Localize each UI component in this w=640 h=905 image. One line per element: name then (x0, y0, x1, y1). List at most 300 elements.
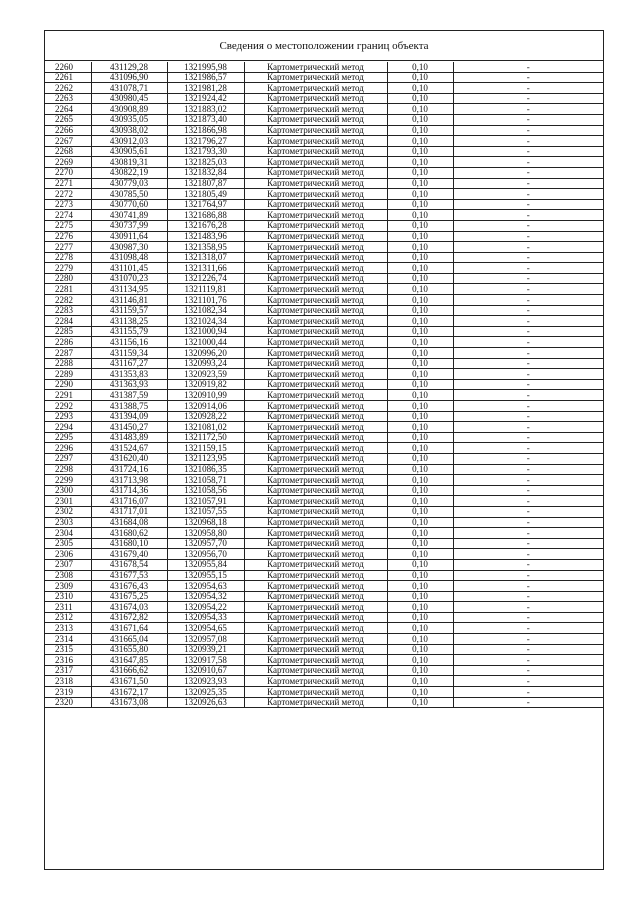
point-number-cell: 2281 (45, 284, 91, 295)
x-coordinate-cell: 430785,50 (91, 189, 167, 200)
description-cell: - (453, 146, 603, 157)
table-row (45, 549, 603, 560)
accuracy-cell: 0,10 (387, 104, 453, 115)
description-cell: - (453, 528, 603, 539)
accuracy-cell: 0,10 (387, 644, 453, 655)
y-coordinate-cell: 1320958,80 (167, 528, 244, 539)
point-number-cell: 2270 (45, 167, 91, 178)
method-cell: Картометрический метод (244, 348, 387, 359)
accuracy-cell: 0,10 (387, 252, 453, 263)
table-row (45, 443, 603, 454)
method-cell: Картометрический метод (244, 644, 387, 655)
point-number-cell: 2280 (45, 273, 91, 284)
y-coordinate-cell: 1320968,18 (167, 517, 244, 528)
method-cell: Картометрический метод (244, 697, 387, 708)
table-row (45, 411, 603, 422)
point-number-cell: 2276 (45, 231, 91, 242)
y-coordinate-cell: 1321358,95 (167, 242, 244, 253)
description-cell: - (453, 326, 603, 337)
point-number-cell: 2313 (45, 623, 91, 634)
y-coordinate-cell: 1321981,28 (167, 83, 244, 94)
method-cell: Картометрический метод (244, 464, 387, 475)
x-coordinate-cell: 430770,60 (91, 199, 167, 210)
y-coordinate-cell: 1320923,93 (167, 676, 244, 687)
description-cell: - (453, 549, 603, 560)
table-row (45, 146, 603, 157)
accuracy-cell: 0,10 (387, 612, 453, 623)
table-row (45, 305, 603, 316)
x-coordinate-cell: 431724,16 (91, 464, 167, 475)
method-cell: Картометрический метод (244, 634, 387, 645)
accuracy-cell: 0,10 (387, 665, 453, 676)
table-row (45, 676, 603, 687)
method-cell: Картометрический метод (244, 189, 387, 200)
x-coordinate-cell: 430987,30 (91, 242, 167, 253)
method-cell: Картометрический метод (244, 326, 387, 337)
table-row (45, 252, 603, 263)
description-cell: - (453, 390, 603, 401)
method-cell: Картометрический метод (244, 485, 387, 496)
accuracy-cell: 0,10 (387, 422, 453, 433)
table-row (45, 379, 603, 390)
accuracy-cell: 0,10 (387, 538, 453, 549)
y-coordinate-cell: 1320955,15 (167, 570, 244, 581)
accuracy-cell: 0,10 (387, 146, 453, 157)
x-coordinate-cell: 431713,98 (91, 475, 167, 486)
description-cell: - (453, 295, 603, 306)
description-cell: - (453, 623, 603, 634)
table-row (45, 263, 603, 274)
method-cell: Картометрический метод (244, 602, 387, 613)
method-cell: Картометрический метод (244, 242, 387, 253)
method-cell: Картометрический метод (244, 273, 387, 284)
description-cell: - (453, 453, 603, 464)
x-coordinate-cell: 431671,50 (91, 676, 167, 687)
method-cell: Картометрический метод (244, 379, 387, 390)
x-coordinate-cell: 431679,40 (91, 549, 167, 560)
point-number-cell: 2286 (45, 337, 91, 348)
table-row (45, 136, 603, 147)
accuracy-cell: 0,10 (387, 655, 453, 666)
accuracy-cell: 0,10 (387, 475, 453, 486)
y-coordinate-cell: 1321101,76 (167, 295, 244, 306)
accuracy-cell: 0,10 (387, 326, 453, 337)
table-row (45, 178, 603, 189)
description-cell: - (453, 687, 603, 698)
table-row (45, 189, 603, 200)
y-coordinate-cell: 1321866,98 (167, 125, 244, 136)
coordinates-table-body (45, 62, 603, 708)
table-row (45, 697, 603, 708)
document-frame (44, 30, 604, 870)
method-cell: Картометрический метод (244, 655, 387, 666)
description-cell: - (453, 305, 603, 316)
description-cell: - (453, 62, 603, 72)
point-number-cell: 2292 (45, 401, 91, 412)
point-number-cell: 2303 (45, 517, 91, 528)
table-row (45, 496, 603, 507)
accuracy-cell: 0,10 (387, 348, 453, 359)
x-coordinate-cell: 431101,45 (91, 263, 167, 274)
point-number-cell: 2299 (45, 475, 91, 486)
method-cell: Картометрический метод (244, 453, 387, 464)
y-coordinate-cell: 1321805,49 (167, 189, 244, 200)
point-number-cell: 2274 (45, 210, 91, 221)
accuracy-cell: 0,10 (387, 570, 453, 581)
x-coordinate-cell: 430779,03 (91, 178, 167, 189)
accuracy-cell: 0,10 (387, 687, 453, 698)
description-cell: - (453, 485, 603, 496)
point-number-cell: 2311 (45, 602, 91, 613)
method-cell: Картометрический метод (244, 83, 387, 94)
y-coordinate-cell: 1321311,66 (167, 263, 244, 274)
description-cell: - (453, 602, 603, 613)
method-cell: Картометрический метод (244, 93, 387, 104)
description-cell: - (453, 538, 603, 549)
accuracy-cell: 0,10 (387, 125, 453, 136)
table-row (45, 655, 603, 666)
table-row (45, 401, 603, 412)
point-number-cell: 2288 (45, 358, 91, 369)
y-coordinate-cell: 1321226,74 (167, 273, 244, 284)
x-coordinate-cell: 430905,61 (91, 146, 167, 157)
x-coordinate-cell: 431620,40 (91, 453, 167, 464)
table-row (45, 485, 603, 496)
accuracy-cell: 0,10 (387, 390, 453, 401)
table-row (45, 475, 603, 486)
table-row (45, 591, 603, 602)
method-cell: Картометрический метод (244, 443, 387, 454)
table-row (45, 337, 603, 348)
y-coordinate-cell: 1321123,95 (167, 453, 244, 464)
y-coordinate-cell: 1320954,22 (167, 602, 244, 613)
method-cell: Картометрический метод (244, 559, 387, 570)
description-cell: - (453, 496, 603, 507)
method-cell: Картометрический метод (244, 581, 387, 592)
x-coordinate-cell: 431674,03 (91, 602, 167, 613)
point-number-cell: 2279 (45, 263, 91, 274)
table-row (45, 220, 603, 231)
description-cell: - (453, 379, 603, 390)
method-cell: Картометрический метод (244, 401, 387, 412)
accuracy-cell: 0,10 (387, 464, 453, 475)
accuracy-cell: 0,10 (387, 676, 453, 687)
accuracy-cell: 0,10 (387, 591, 453, 602)
accuracy-cell: 0,10 (387, 411, 453, 422)
table-row (45, 528, 603, 539)
point-number-cell: 2272 (45, 189, 91, 200)
y-coordinate-cell: 1321924,42 (167, 93, 244, 104)
description-cell: - (453, 644, 603, 655)
description-cell: - (453, 517, 603, 528)
y-coordinate-cell: 1321081,02 (167, 422, 244, 433)
table-row (45, 114, 603, 125)
table-row (45, 687, 603, 698)
point-number-cell: 2306 (45, 549, 91, 560)
x-coordinate-cell: 431673,08 (91, 697, 167, 708)
method-cell: Картометрический метод (244, 199, 387, 210)
method-cell: Картометрический метод (244, 538, 387, 549)
y-coordinate-cell: 1321172,50 (167, 432, 244, 443)
point-number-cell: 2293 (45, 411, 91, 422)
table-row (45, 273, 603, 284)
description-cell: - (453, 136, 603, 147)
x-coordinate-cell: 431678,54 (91, 559, 167, 570)
point-number-cell: 2297 (45, 453, 91, 464)
point-number-cell: 2287 (45, 348, 91, 359)
y-coordinate-cell: 1320914,06 (167, 401, 244, 412)
description-cell: - (453, 273, 603, 284)
x-coordinate-cell: 431672,82 (91, 612, 167, 623)
method-cell: Картометрический метод (244, 157, 387, 168)
y-coordinate-cell: 1320954,63 (167, 581, 244, 592)
method-cell: Картометрический метод (244, 687, 387, 698)
table-row (45, 581, 603, 592)
y-coordinate-cell: 1321825,03 (167, 157, 244, 168)
document-title: Сведения о местоположении границ объекта (45, 31, 603, 61)
description-cell: - (453, 157, 603, 168)
point-number-cell: 2266 (45, 125, 91, 136)
y-coordinate-cell: 1320910,99 (167, 390, 244, 401)
y-coordinate-cell: 1321058,56 (167, 485, 244, 496)
description-cell: - (453, 72, 603, 83)
description-cell: - (453, 697, 603, 708)
accuracy-cell: 0,10 (387, 379, 453, 390)
description-cell: - (453, 581, 603, 592)
description-cell: - (453, 665, 603, 676)
y-coordinate-cell: 1321686,88 (167, 210, 244, 221)
x-coordinate-cell: 431676,43 (91, 581, 167, 592)
method-cell: Картометрический метод (244, 549, 387, 560)
table-row (45, 242, 603, 253)
x-coordinate-cell: 431672,17 (91, 687, 167, 698)
x-coordinate-cell: 431387,59 (91, 390, 167, 401)
point-number-cell: 2304 (45, 528, 91, 539)
description-cell: - (453, 676, 603, 687)
point-number-cell: 2277 (45, 242, 91, 253)
accuracy-cell: 0,10 (387, 136, 453, 147)
point-number-cell: 2263 (45, 93, 91, 104)
point-number-cell: 2320 (45, 697, 91, 708)
description-cell: - (453, 634, 603, 645)
accuracy-cell: 0,10 (387, 443, 453, 454)
x-coordinate-cell: 431070,23 (91, 273, 167, 284)
table-row (45, 358, 603, 369)
description-cell: - (453, 316, 603, 327)
accuracy-cell: 0,10 (387, 72, 453, 83)
x-coordinate-cell: 430822,19 (91, 167, 167, 178)
y-coordinate-cell: 1321024,34 (167, 316, 244, 327)
point-number-cell: 2319 (45, 687, 91, 698)
x-coordinate-cell: 431098,48 (91, 252, 167, 263)
table-row (45, 284, 603, 295)
point-number-cell: 2316 (45, 655, 91, 666)
method-cell: Картометрический метод (244, 612, 387, 623)
accuracy-cell: 0,10 (387, 157, 453, 168)
x-coordinate-cell: 431684,08 (91, 517, 167, 528)
point-number-cell: 2310 (45, 591, 91, 602)
method-cell: Картометрический метод (244, 475, 387, 486)
method-cell: Картометрический метод (244, 231, 387, 242)
description-cell: - (453, 199, 603, 210)
x-coordinate-cell: 431353,83 (91, 369, 167, 380)
y-coordinate-cell: 1321832,84 (167, 167, 244, 178)
point-number-cell: 2269 (45, 157, 91, 168)
accuracy-cell: 0,10 (387, 220, 453, 231)
accuracy-cell: 0,10 (387, 432, 453, 443)
x-coordinate-cell: 431717,01 (91, 506, 167, 517)
description-cell: - (453, 570, 603, 581)
method-cell: Картометрический метод (244, 167, 387, 178)
y-coordinate-cell: 1320996,20 (167, 348, 244, 359)
table-row (45, 538, 603, 549)
table-row (45, 167, 603, 178)
point-number-cell: 2301 (45, 496, 91, 507)
method-cell: Картометрический метод (244, 210, 387, 221)
table-row (45, 644, 603, 655)
table-row (45, 62, 603, 72)
x-coordinate-cell: 431483,89 (91, 432, 167, 443)
point-number-cell: 2307 (45, 559, 91, 570)
y-coordinate-cell: 1321793,30 (167, 146, 244, 157)
description-cell: - (453, 348, 603, 359)
x-coordinate-cell: 431138,25 (91, 316, 167, 327)
method-cell: Картометрический метод (244, 506, 387, 517)
point-number-cell: 2260 (45, 62, 91, 72)
accuracy-cell: 0,10 (387, 305, 453, 316)
method-cell: Картометрический метод (244, 411, 387, 422)
point-number-cell: 2305 (45, 538, 91, 549)
method-cell: Картометрический метод (244, 337, 387, 348)
y-coordinate-cell: 1321676,28 (167, 220, 244, 231)
x-coordinate-cell: 431680,10 (91, 538, 167, 549)
accuracy-cell: 0,10 (387, 316, 453, 327)
x-coordinate-cell: 431677,53 (91, 570, 167, 581)
point-number-cell: 2290 (45, 379, 91, 390)
accuracy-cell: 0,10 (387, 549, 453, 560)
accuracy-cell: 0,10 (387, 496, 453, 507)
y-coordinate-cell: 1320993,24 (167, 358, 244, 369)
point-number-cell: 2282 (45, 295, 91, 306)
y-coordinate-cell: 1321057,91 (167, 496, 244, 507)
x-coordinate-cell: 431078,71 (91, 83, 167, 94)
x-coordinate-cell: 430819,31 (91, 157, 167, 168)
method-cell: Картометрический метод (244, 496, 387, 507)
method-cell: Картометрический метод (244, 358, 387, 369)
x-coordinate-cell: 431666,62 (91, 665, 167, 676)
method-cell: Картометрический метод (244, 104, 387, 115)
description-cell: - (453, 411, 603, 422)
table-row (45, 612, 603, 623)
point-number-cell: 2312 (45, 612, 91, 623)
x-coordinate-cell: 430908,89 (91, 104, 167, 115)
x-coordinate-cell: 431647,85 (91, 655, 167, 666)
y-coordinate-cell: 1321807,87 (167, 178, 244, 189)
method-cell: Картометрический метод (244, 146, 387, 157)
accuracy-cell: 0,10 (387, 263, 453, 274)
y-coordinate-cell: 1321483,96 (167, 231, 244, 242)
x-coordinate-cell: 431655,80 (91, 644, 167, 655)
description-cell: - (453, 464, 603, 475)
y-coordinate-cell: 1321764,97 (167, 199, 244, 210)
accuracy-cell: 0,10 (387, 167, 453, 178)
y-coordinate-cell: 1321883,02 (167, 104, 244, 115)
accuracy-cell: 0,10 (387, 634, 453, 645)
point-number-cell: 2264 (45, 104, 91, 115)
method-cell: Картометрический метод (244, 517, 387, 528)
method-cell: Картометрический метод (244, 72, 387, 83)
method-cell: Картометрический метод (244, 114, 387, 125)
description-cell: - (453, 369, 603, 380)
y-coordinate-cell: 1321995,98 (167, 62, 244, 72)
y-coordinate-cell: 1320928,22 (167, 411, 244, 422)
x-coordinate-cell: 431716,07 (91, 496, 167, 507)
method-cell: Картометрический метод (244, 570, 387, 581)
point-number-cell: 2291 (45, 390, 91, 401)
point-number-cell: 2298 (45, 464, 91, 475)
x-coordinate-cell: 431671,64 (91, 623, 167, 634)
accuracy-cell: 0,10 (387, 273, 453, 284)
point-number-cell: 2265 (45, 114, 91, 125)
x-coordinate-cell: 431450,27 (91, 422, 167, 433)
method-cell: Картометрический метод (244, 136, 387, 147)
accuracy-cell: 0,10 (387, 210, 453, 221)
y-coordinate-cell: 1320954,65 (167, 623, 244, 634)
x-coordinate-cell: 431363,93 (91, 379, 167, 390)
x-coordinate-cell: 431714,36 (91, 485, 167, 496)
accuracy-cell: 0,10 (387, 114, 453, 125)
x-coordinate-cell: 430911,64 (91, 231, 167, 242)
point-number-cell: 2308 (45, 570, 91, 581)
table-row (45, 464, 603, 475)
method-cell: Картометрический метод (244, 390, 387, 401)
accuracy-cell: 0,10 (387, 528, 453, 539)
x-coordinate-cell: 430912,03 (91, 136, 167, 147)
method-cell: Картометрический метод (244, 284, 387, 295)
point-number-cell: 2302 (45, 506, 91, 517)
point-number-cell: 2295 (45, 432, 91, 443)
table-row (45, 369, 603, 380)
point-number-cell: 2289 (45, 369, 91, 380)
x-coordinate-cell: 431167,27 (91, 358, 167, 369)
table-row (45, 422, 603, 433)
x-coordinate-cell: 431159,57 (91, 305, 167, 316)
point-number-cell: 2273 (45, 199, 91, 210)
y-coordinate-cell: 1321318,07 (167, 252, 244, 263)
accuracy-cell: 0,10 (387, 697, 453, 708)
point-number-cell: 2262 (45, 83, 91, 94)
point-number-cell: 2284 (45, 316, 91, 327)
accuracy-cell: 0,10 (387, 242, 453, 253)
method-cell: Картометрический метод (244, 665, 387, 676)
point-number-cell: 2275 (45, 220, 91, 231)
accuracy-cell: 0,10 (387, 295, 453, 306)
y-coordinate-cell: 1321796,27 (167, 136, 244, 147)
y-coordinate-cell: 1320955,84 (167, 559, 244, 570)
method-cell: Картометрический метод (244, 295, 387, 306)
description-cell: - (453, 114, 603, 125)
x-coordinate-cell: 430737,99 (91, 220, 167, 231)
x-coordinate-cell: 431394,09 (91, 411, 167, 422)
y-coordinate-cell: 1321086,35 (167, 464, 244, 475)
method-cell: Картометрический метод (244, 316, 387, 327)
description-cell: - (453, 104, 603, 115)
accuracy-cell: 0,10 (387, 284, 453, 295)
description-cell: - (453, 358, 603, 369)
method-cell: Картометрический метод (244, 305, 387, 316)
x-coordinate-cell: 431665,04 (91, 634, 167, 645)
method-cell: Картометрический метод (244, 369, 387, 380)
